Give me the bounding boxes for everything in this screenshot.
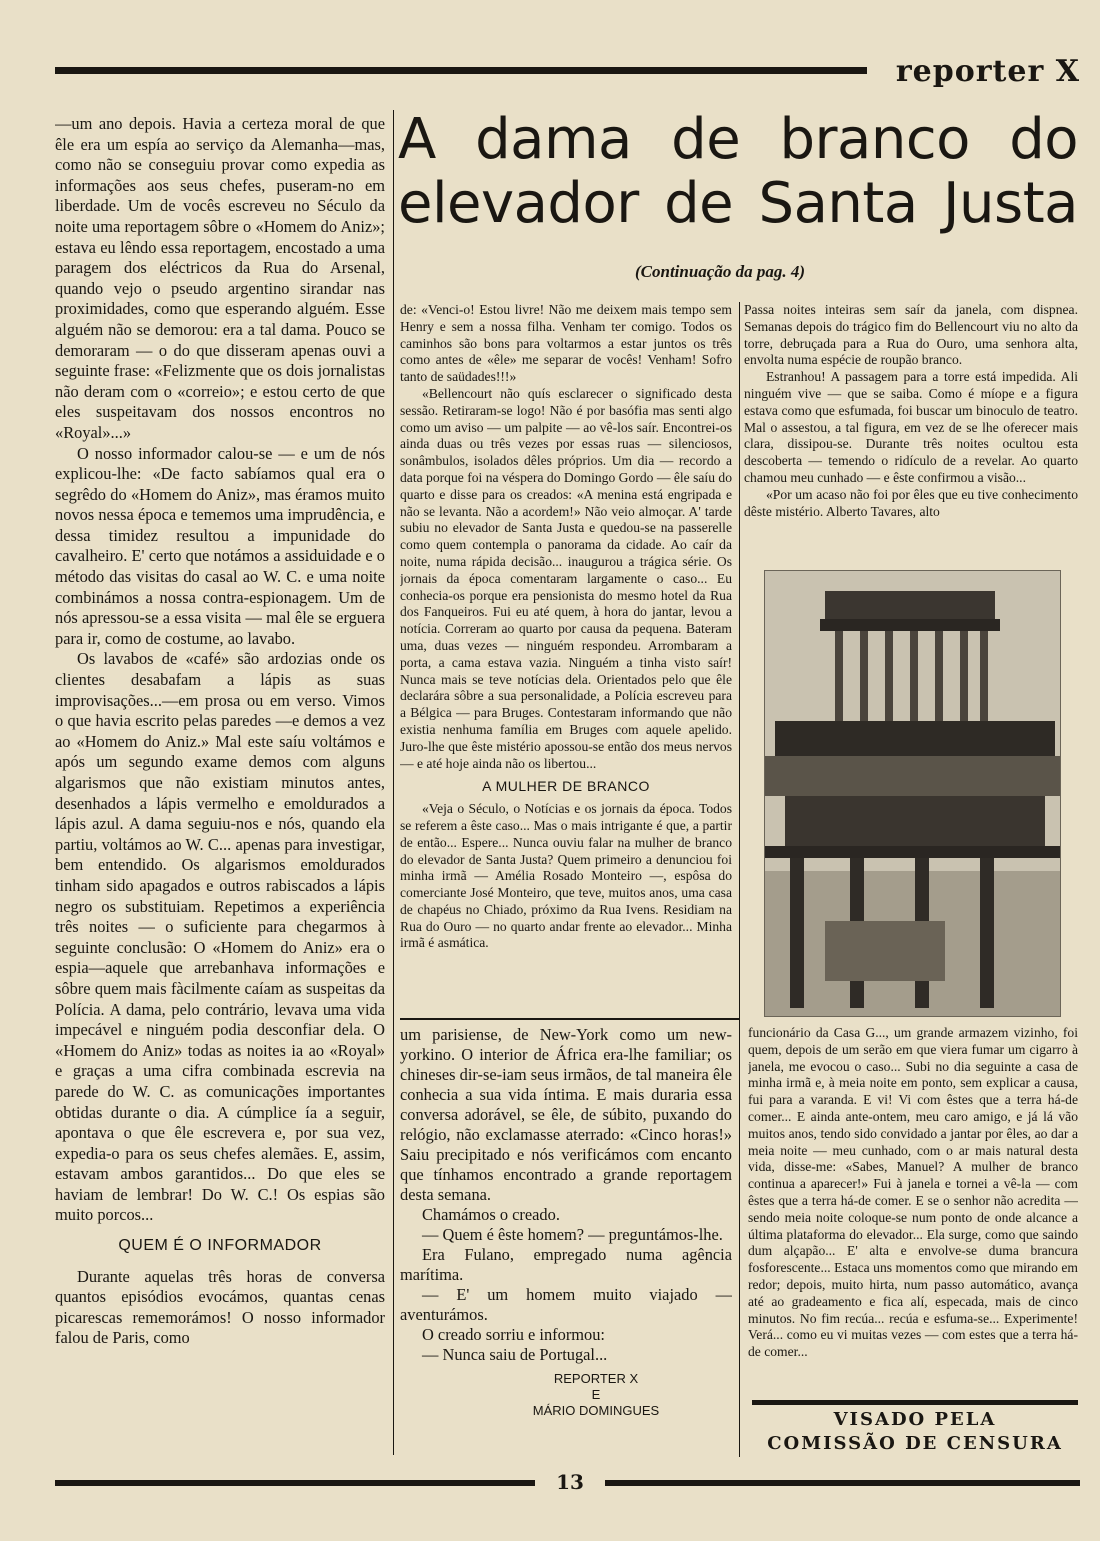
headline: A dama de branco do elevador de Santa Justa xyxy=(398,107,1078,236)
paragraph: Era Fulano, empregado numa agência marítima. xyxy=(400,1245,732,1284)
paragraph: Passa noites inteiras sem saír da janela, com dispnea. Semanas depois do trágico fim do Bellencourt viu no alto da torre, debruçada para a Rua do Ouro, uma senhora alta, envolta numa espécie de roupão branco. xyxy=(744,302,1078,368)
censor-line: COMISSÃO DE CENSURA xyxy=(767,1433,1063,1454)
signature-line: E xyxy=(591,1387,601,1402)
signature-line: REPORTER X xyxy=(553,1371,639,1386)
paragraph: «Bellencourt não quís esclarecer o significado desta sessão. Retiraram-se logo! Não é por basófia mas senti algo como um aviso — um palpite — ao vê-los saír. Encontrei-os ainda duas ou três vezes por essas ruas — silenciosos, sonâmbulos, isolados dêles próprios. Um dia — recordo a data porque foi na véspera do Domingo Gordo — êle saíu do quarto e disse para os creados: «A menina está engripada e não se levanta. Não a acordem!» Não veio almoçar. A' tarde subiu no elevador de Santa Justa e quedou-se na passerelle como quem contempla o panorama da cidade. Ao caír da noite, numa rápida decisão... inaugurou a trágica série. Os jornais da época comentaram largamente o caso... Eu conhecia-os porque era pensionista do mesmo hotel da Rua dos Fanqueiros. Fui eu até quem, à hora do jantar, levou a notícia. Correram ao quarto por causa da pequena. Bateram uma, duas vezes — ninguém respondeu. Arrombaram a porta, a cama estava vazia. Ninguém a tinha visto saír! Nunca mais se teve notícias dela. Orientados pelo que êle declarára sôbre a sua personalidade, a Polícia escreveu para a Bélgica — para Bruges. Contestaram informando que não existia nenhuma família em Bruges com aquele apelido. Juro-lhe que êste mistério apossou-se então dos meus nervos — e até hoje ainda não os libertou... xyxy=(400,385,732,771)
column-divider xyxy=(739,302,740,1457)
column-left xyxy=(55,114,385,1454)
top-rule xyxy=(55,67,867,74)
censor-rule xyxy=(752,1400,1078,1405)
censor-notice xyxy=(752,1408,1078,1456)
bottom-rule-right xyxy=(605,1480,1080,1486)
paragraph: «Por um acaso não foi por êles que eu tive conhecimento dêste mistério. Alberto Tavares, alto xyxy=(744,486,1078,519)
paragraph: —um ano depois. Havia a certeza moral de que êle era um espía ao serviço da Alemanha—mas, como não se conseguiu provar como expedia as informações aos seus chefes, puseram-no em liberdade. Um de vocês escreveu no Século da noite uma reportagem sôbre o «Homem do Aniz»; estava eu lêndo essa reportagem, encostado a uma paragem dos eléctricos da Rua do Arsenal, quando vejo o pseudo argentino sirandar nas proximidades, como que esperando alguém. Esse alguém não se demorou: era a tal dama. Pouco se demoraram — o do que disseram apenas ouvi a seguinte frase: «Felizmente que os dois jornalistas não deram com o «correio»; e estou certo de que eles suspeitavam dos nossos encontros no «Royal»...» xyxy=(55,114,385,442)
subheading-informador: QUEM É O INFORMADOR xyxy=(118,1237,322,1255)
paragraph: — E' um homem muito viajado — aventurámos. xyxy=(400,1285,732,1324)
continuation-note: (Continuação da pag. 4) xyxy=(634,262,806,281)
column-divider xyxy=(393,110,394,1455)
censor-line: VISADO PELA xyxy=(833,1409,997,1430)
paragraph: «Veja o Século, o Notícias e os jornais da época. Todos se referem a êste caso... Mas o mais intrigante é que, a partir de então... Espere... Nunca ouviu falar na mulher de branco do elevador de Santa Justa? Quem primeiro a denunciou foi minha irmã — Amélia Rosado Monteiro —, espôsa do comerciante José Monteiro, que teve, muitos anos, uma casa de chapéus no Chiado, próximo da Rua Ivens. Residiam na Rua do Ouro — no quarto andar frente ao elevador... Minha irmã é asmática. xyxy=(400,801,732,951)
paragraph: O creado sorriu e informou: xyxy=(422,1325,605,1344)
bottom-rule-left xyxy=(55,1480,535,1486)
paragraph: funcionário da Casa G..., um grande armazem vizinho, foi quem, depois de um serão em que viera fumar um cigarro à janela, me evocou o caso... Subi no dia seguinte a casa de minha irmã e, à meia noite em ponto, sem explicar a causa, fui para a varanda. E vi! Vi com êstes que a terra há-de comer... E ainda ante-ontem, meu caro amigo, e já lá vão muitos anos, tendo sido convidado a jantar por êles, ao dar a meia noite — meu cunhado, com o ar mais natural desta vida, disse-me: «Sabes, Manuel? A mulher de branco continua a aparecer!» Fui à janela e tornei a vê-la — com êstes que a terra há-de comer. E se o senhor não acredita — sendo meia noite coloque-se num ponto de onde alcance a última plataforma do elevador... Ela surge, como que saindo dum alçapão... E' alta e envolve-se duma brancura fosforescente... Estaca uns momentos como que mirando em redor; depois, muito hirta, num passo automático, avança até ao gradeamento e fica alí, especada, mais de cinco minutos. No fim recúa... recúa e esfuma-se... Experimente! Verá... como eu vi muitas vezes — com estes que a terra há-de comer... xyxy=(748,1025,1078,1360)
paragraph: Chamámos o creado. xyxy=(422,1205,560,1224)
paragraph: — Nunca saiu de Portugal... xyxy=(422,1345,608,1364)
column-right xyxy=(744,302,1078,550)
paragraph: um parisiense, de New-York como um new-yorkino. O interior de África era-lhe familiar; os chineses dir-se-iam seus irmãos, de tal maneira êle conhecia a sua vida íntima. E mais duraria essa conversa adorável, se êle, de súbito, puxando do relógio, não exclamasse aterrado: «Cinco horas!» Saiu precipitado e nós verificámos com encanto que tínhamos encontrado a grande reportagem desta semana. xyxy=(400,1025,732,1204)
column-middle xyxy=(400,302,732,1012)
page-number: 13 xyxy=(556,1470,584,1494)
elevator-illustration xyxy=(765,571,1060,1016)
paragraph: Durante aquelas três horas de conversa quantos episódios evocámos, quantas cenas picarescas rememorámos! O nosso informador falou de Paris, como xyxy=(55,1266,385,1348)
paragraph: Os lavabos de «café» são ardozias onde os clientes desabafam a lápis as suas improvisações...—em prosa ou em verso. Vimos o que havia escrito pelas paredes —e demos a vez ao «Homem do Aniz.» Mal este saíu voltámos e após um segundo exame demos com alguns algarismos que não existiam minutos antes, desenhados a lápis vermelho e emoldurados a lápis azul. A dama seguiu-nos e nós, quando ela partiu, voltámos ao W. C... apenas para investigar, bem entendido. Os algarismos emoldurados tinham sido apagados e outros rabiscados a lápis negro os substituiam. Repetimos a experiência três noites — o suficiente para chegarmos à seguinte conclusão: O «Homem do Aniz» era o espia—aquele que arrebanhava informações e sôbre quem mais fàcilmente caíam as suspeitas da Polícia. A dama, pelo contrário, levava uma vida impecável e ninguém podia desconfiar dela. O «Homem do Aniz» todas as noites ia ao «Royal» e graças a uma cifra combinada escrevia na parede do W. C. as comunicações importantes obtidas durante o dia. A cúmplice ía a seguir, apontava o que êle escrevera e, por sua vez, expedia-o para os seus chefes alemães. E, assim, estavam ambos garantidos... Do que eles se haviam de lembrar! Do W. C.! Os espias são muito porcos... xyxy=(55,649,385,1225)
paragraph: O nosso informador calou-se — e um de nós explicou-lhe: «De facto sabíamos qual era o segrêdo do «Homem do Aniz», mas éramos muito novos nessa época e tememos uma imprudência, e dessa timidez resultou a impunidade do cavalheiro. E' certo que notámos a assiduidade e o método das visitas do casal ao W. C. e uma noite combinámos a nossa contra-espionagem. Um de nós apressou-se a essa visita — mal êle se erguera para ir, como de costume, ao lavabo. xyxy=(55,443,385,648)
subheading-mulher-de-branco: A MULHER DE BRANCO xyxy=(482,778,650,795)
column-middle-bottom xyxy=(400,1025,732,1425)
paragraph: — Quem é êste homem? — preguntámos-lhe. xyxy=(422,1225,723,1244)
elevator-photo xyxy=(764,570,1061,1017)
masthead: reporter X xyxy=(895,54,1080,89)
section-rule xyxy=(400,1018,740,1020)
signature-line: MÁRIO DOMINGUES xyxy=(532,1403,660,1418)
paragraph: de: «Venci-o! Estou livre! Não me deixem mais tempo sem Henry e sem a nossa filha. Venham ter comigo. Todos os caminhos são bons para voltarmos a estar juntos os três como antes de «êle» me separar de vocês! Venham! Sofro tanto de saüdades!!!» xyxy=(400,302,732,385)
column-right-bottom xyxy=(748,1025,1078,1395)
paragraph: Estranhou! A passagem para a torre está impedida. Ali ninguém vive — que se saiba. Como é míope e a figura estava como que esfumada, foi buscar um binoculo de teatro. Mal o assestou, a tal figura, em vez de se lhe oferecer mais clara, dissipou-se. Durante três noites ocultou esta descoberta — temendo o ridículo de a revelar. Ao quarto chamou meu cunhado — e êste confirmou a visão... xyxy=(744,369,1078,485)
